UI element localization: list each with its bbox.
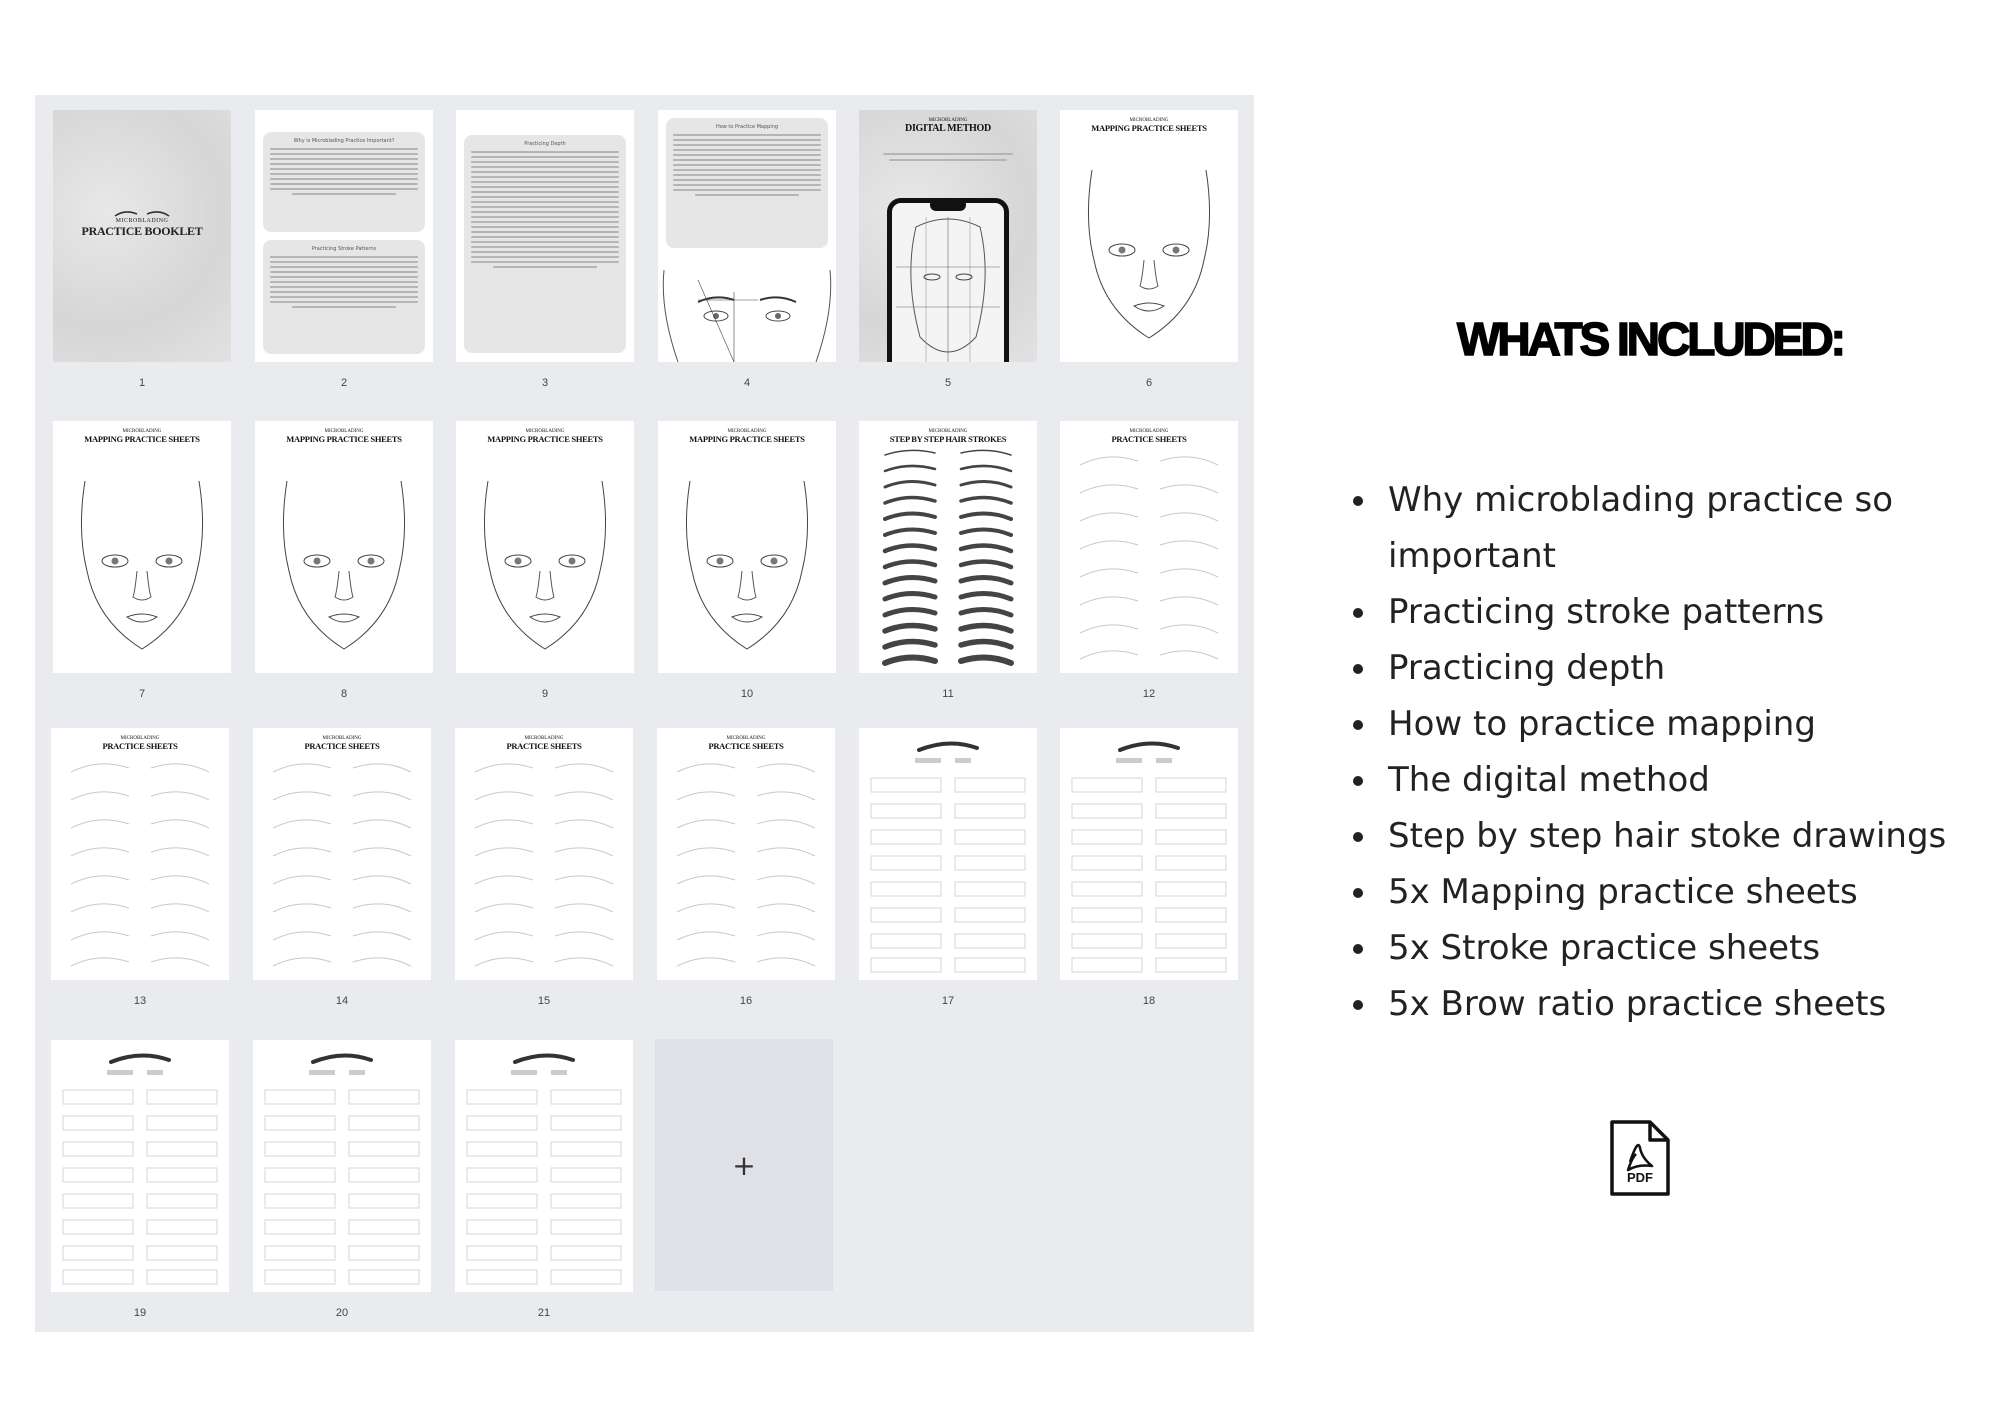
page-number: 16	[739, 995, 753, 1007]
sheet-title	[658, 429, 836, 444]
face-outline-icon	[67, 461, 217, 671]
page-number: 5	[944, 377, 952, 389]
page-thumbnail-17[interactable]	[859, 728, 1037, 980]
included-features-list	[1340, 472, 2000, 1032]
page-number: 2	[340, 377, 348, 389]
sheet-title-small: MICROBLADING	[1129, 429, 1169, 434]
mapping-face-illustration	[658, 250, 836, 362]
sheet-title	[255, 429, 433, 444]
page-thumbnail-2[interactable]	[255, 110, 433, 362]
list-item: • The digital method	[1380, 752, 2000, 808]
page-thumbnail-13[interactable]	[51, 728, 229, 980]
sheet-title-main: MAPPING PRACTICE SHEETS	[689, 434, 805, 444]
page-number: 11	[942, 688, 954, 700]
list-item: • Practicing stroke patterns	[1380, 584, 2000, 640]
page-number: 10	[740, 688, 754, 700]
sheet-title	[253, 736, 431, 751]
page-thumbnail-18[interactable]	[1060, 728, 1238, 980]
page-number: 18	[1142, 995, 1156, 1007]
page-thumbnail-1[interactable]	[53, 110, 231, 362]
pdf-file-icon	[1608, 1118, 1672, 1198]
page-number: 13	[133, 995, 147, 1007]
page-number: 3	[541, 377, 549, 389]
sheet-title	[657, 736, 835, 751]
face-outline-icon	[672, 461, 822, 671]
sheet-title-small: MICROBLADING	[525, 429, 565, 434]
sheet-title	[859, 429, 1037, 444]
page-number: 19	[133, 1307, 147, 1319]
brow-ratio-sheet-icon	[455, 1040, 633, 1292]
sheet-title-small: MICROBLADING	[122, 429, 162, 434]
add-page-button[interactable]	[655, 1039, 833, 1291]
sheet-title-small: MICROBLADING	[928, 429, 968, 434]
sheet-title	[1060, 118, 1238, 133]
list-item: • 5x Brow ratio practice sheets	[1380, 976, 2000, 1032]
page-number: 14	[335, 995, 349, 1007]
page-thumbnail-15[interactable]	[455, 728, 633, 980]
sheet-title-main: PRACTICE SHEETS	[1111, 434, 1187, 444]
page-thumbnail-10[interactable]	[658, 421, 836, 673]
brow-outlines-icon	[61, 752, 219, 977]
sheet-title	[53, 429, 231, 444]
cover-title-main: PRACTICE BOOKLET	[81, 224, 203, 238]
whats-included-heading: WHATS INCLUDED:	[1457, 313, 1843, 365]
sheet-title-main: PRACTICE SHEETS	[708, 741, 784, 751]
list-item: • Step by step hair stoke drawings	[1380, 808, 2000, 864]
page-number: 4	[743, 377, 751, 389]
page-thumbnail-16[interactable]	[657, 728, 835, 980]
sheet-title-small: MICROBLADING	[726, 736, 766, 741]
page-thumbnail-7[interactable]	[53, 421, 231, 673]
phone-mockup	[887, 198, 1009, 362]
sheet-title-main: MAPPING PRACTICE SHEETS	[1091, 123, 1207, 133]
text-card	[464, 135, 626, 353]
pages-grid-panel	[35, 95, 1254, 1332]
sheet-title	[859, 118, 1037, 134]
page-thumbnail-8[interactable]	[255, 421, 433, 673]
plus-icon: +	[732, 1148, 756, 1182]
sheet-title-small: MICROBLADING	[322, 736, 362, 741]
page-number: 12	[1142, 688, 1156, 700]
sheet-title-main: MAPPING PRACTICE SHEETS	[84, 434, 200, 444]
page-number: 8	[340, 688, 348, 700]
sheet-title	[1060, 429, 1238, 444]
list-item: • How to practice mapping	[1380, 696, 2000, 752]
card-title: How to Practice Mapping	[715, 124, 779, 130]
phone-face-icon	[896, 217, 1000, 362]
page-number: 1	[138, 377, 146, 389]
brow-outlines-icon	[667, 752, 825, 977]
sheet-title	[455, 736, 633, 751]
list-item: • 5x Stroke practice sheets	[1380, 920, 2000, 976]
page-number: 20	[335, 1307, 349, 1319]
sheet-title-main: PRACTICE SHEETS	[506, 741, 582, 751]
sheet-title	[51, 736, 229, 751]
face-outline-icon	[470, 461, 620, 671]
face-outline-icon	[269, 461, 419, 671]
list-item: • 5x Mapping practice sheets	[1380, 864, 2000, 920]
sheet-title	[456, 429, 634, 444]
pdf-label: PDF	[1627, 1170, 1653, 1185]
page-thumbnail-6[interactable]	[1060, 110, 1238, 362]
sheet-title-small: MICROBLADING	[727, 429, 767, 434]
sheet-title-small: MICROBLADING	[120, 736, 160, 741]
sheet-title-main: DIGITAL METHOD	[905, 123, 991, 134]
page-thumbnail-20[interactable]	[253, 1040, 431, 1292]
list-item: • Why microblading practice so important	[1380, 472, 2000, 584]
text-card	[666, 118, 828, 248]
card-title: Practicing Stroke Patterns	[311, 246, 377, 252]
sheet-title-main: PRACTICE SHEETS	[102, 741, 178, 751]
hair-stroke-steps-icon	[881, 447, 1015, 669]
list-item: • Practicing depth	[1380, 640, 2000, 696]
sheet-title-small: MICROBLADING	[524, 736, 564, 741]
brow-ratio-sheet-icon	[51, 1040, 229, 1292]
brow-outlines-icon	[1070, 445, 1228, 670]
page-thumbnail-14[interactable]	[253, 728, 431, 980]
page-number: 9	[541, 688, 549, 700]
page-number: 6	[1145, 377, 1153, 389]
page-thumbnail-9[interactable]	[456, 421, 634, 673]
text-card	[263, 132, 425, 232]
page-thumbnail-21[interactable]	[455, 1040, 633, 1292]
page-thumbnail-19[interactable]	[51, 1040, 229, 1292]
page-number: 7	[138, 688, 146, 700]
face-outline-icon	[1074, 150, 1224, 360]
booklet-cover-title	[53, 218, 231, 239]
sheet-title-small: MICROBLADING	[324, 429, 364, 434]
brow-logo-icon	[113, 208, 171, 218]
page-thumbnail-5[interactable]	[859, 110, 1037, 362]
brow-outlines-icon	[465, 752, 623, 977]
brow-outlines-icon	[263, 752, 421, 977]
brow-ratio-sheet-icon	[1060, 728, 1238, 980]
text-card	[263, 240, 425, 354]
page-number: 17	[941, 995, 955, 1007]
page-thumbnail-4[interactable]	[658, 110, 836, 362]
page-number: 21	[537, 1307, 551, 1319]
sheet-title-main: MAPPING PRACTICE SHEETS	[286, 434, 402, 444]
sheet-title-main: STEP BY STEP HAIR STROKES	[889, 434, 1007, 444]
cover-title-small: MICROBLADING	[115, 218, 169, 224]
brow-ratio-sheet-icon	[859, 728, 1037, 980]
card-title: Why is Microblading Practice Important?	[293, 138, 395, 144]
brow-ratio-sheet-icon	[253, 1040, 431, 1292]
page-thumbnail-3[interactable]	[456, 110, 634, 362]
sheet-title-small: MICROBLADING	[1129, 118, 1169, 123]
page-thumbnail-11[interactable]	[859, 421, 1037, 673]
sheet-title-small: MICROBLADING	[928, 118, 968, 123]
page-number: 15	[537, 995, 551, 1007]
card-title: Practicing Depth	[524, 141, 566, 147]
page-thumbnail-12[interactable]	[1060, 421, 1238, 673]
sheet-title-main: PRACTICE SHEETS	[304, 741, 380, 751]
sheet-title-main: MAPPING PRACTICE SHEETS	[487, 434, 603, 444]
